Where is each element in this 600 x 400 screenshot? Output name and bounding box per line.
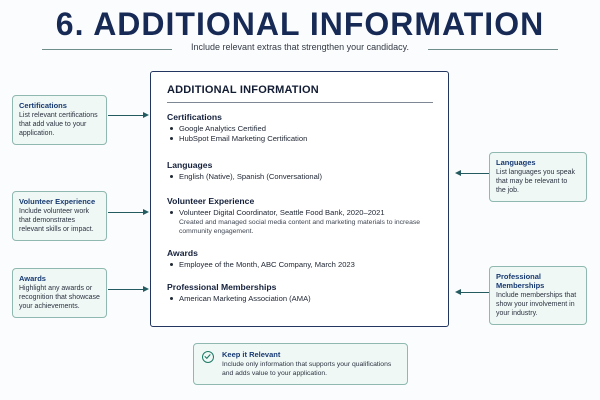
connector-line [108, 212, 143, 213]
section-title: Professional Memberships [167, 282, 277, 292]
card-text: that may be relevant to [496, 178, 568, 185]
card-text: recognition that showcase [19, 294, 100, 301]
connector-line [108, 115, 143, 116]
card-text: relevant skills or impact. [19, 226, 94, 233]
section-certifications [167, 112, 437, 144]
tip-text-line: Include only information that supports your qualifications [222, 361, 392, 368]
section-languages [167, 160, 437, 182]
card-text: Include volunteer work [19, 208, 90, 215]
card-title: Professional Memberships [496, 272, 545, 290]
section-professional-memberships [167, 282, 437, 304]
list-item: Google Analytics Certified [167, 124, 437, 134]
check-icon [204, 353, 211, 360]
subtitle-divider-right [428, 49, 558, 50]
card-text: Include memberships that [496, 292, 577, 299]
card-text: show your involvement in [496, 301, 575, 308]
card-text: application. [19, 130, 55, 137]
card-text: that add value to your [19, 121, 87, 128]
arrow-icon [143, 112, 149, 118]
item-detail: community engagement. [179, 228, 254, 235]
resume-divider [167, 102, 433, 103]
list-item: HubSpot Email Marketing Certification [167, 134, 437, 144]
page-subtitle: Include relevant extras that strengthen your candidacy. [191, 42, 409, 52]
subtitle-divider-left [42, 49, 172, 50]
section-title: Languages [167, 160, 213, 170]
resume-example-card [150, 71, 449, 327]
awards-tip-card [12, 268, 107, 318]
section-title: Volunteer Experience [167, 196, 255, 206]
card-text: List languages you speak [496, 169, 575, 176]
list-item: American Marketing Association (AMA) [167, 294, 437, 304]
keep-it-relevant-tip-card [193, 343, 408, 385]
list-item: English (Native), Spanish (Conversational) [167, 172, 437, 182]
arrow-icon [143, 286, 149, 292]
card-text: Highlight any awards or [19, 285, 93, 292]
tip-text [222, 360, 400, 378]
subtitle-row [40, 42, 560, 56]
item-detail: Created and managed social media content and marketing materials to increase [179, 219, 421, 226]
connector-line [461, 292, 489, 293]
check-circle-icon [202, 351, 214, 363]
arrow-icon [143, 209, 149, 215]
card-title: Awards [19, 274, 46, 283]
card-title: Languages [496, 158, 536, 167]
certifications-tip-card [12, 95, 107, 145]
card-text: your achievements. [19, 303, 80, 310]
card-text: the job. [496, 187, 519, 194]
card-title: Certifications [19, 101, 67, 110]
section-awards [167, 248, 437, 270]
list-item: Volunteer Digital Coordinator, Seattle Food Bank, 2020–2021 [167, 208, 437, 218]
page-title: 6. ADDITIONAL INFORMATION [55, 6, 545, 42]
languages-tip-card [489, 152, 587, 202]
connector-line [461, 173, 489, 174]
resume-heading: ADDITIONAL INFORMATION [167, 84, 319, 96]
list-item: Employee of the Month, ABC Company, March 2023 [167, 260, 437, 270]
section-volunteer-experience [167, 196, 437, 236]
card-text: your industry. [496, 310, 538, 317]
section-title: Awards [167, 248, 198, 258]
tip-title: Keep it Relevant [222, 350, 281, 359]
volunteer-experience-tip-card [12, 191, 107, 241]
card-text: List relevant certifications [19, 112, 98, 119]
professional-memberships-tip-card [489, 266, 587, 325]
connector-line [108, 289, 143, 290]
tip-text-line: and adds value to your application. [222, 370, 328, 377]
section-title: Certifications [167, 112, 222, 122]
card-text: that demonstrates [19, 217, 76, 224]
card-title: Volunteer Experience [19, 197, 96, 206]
